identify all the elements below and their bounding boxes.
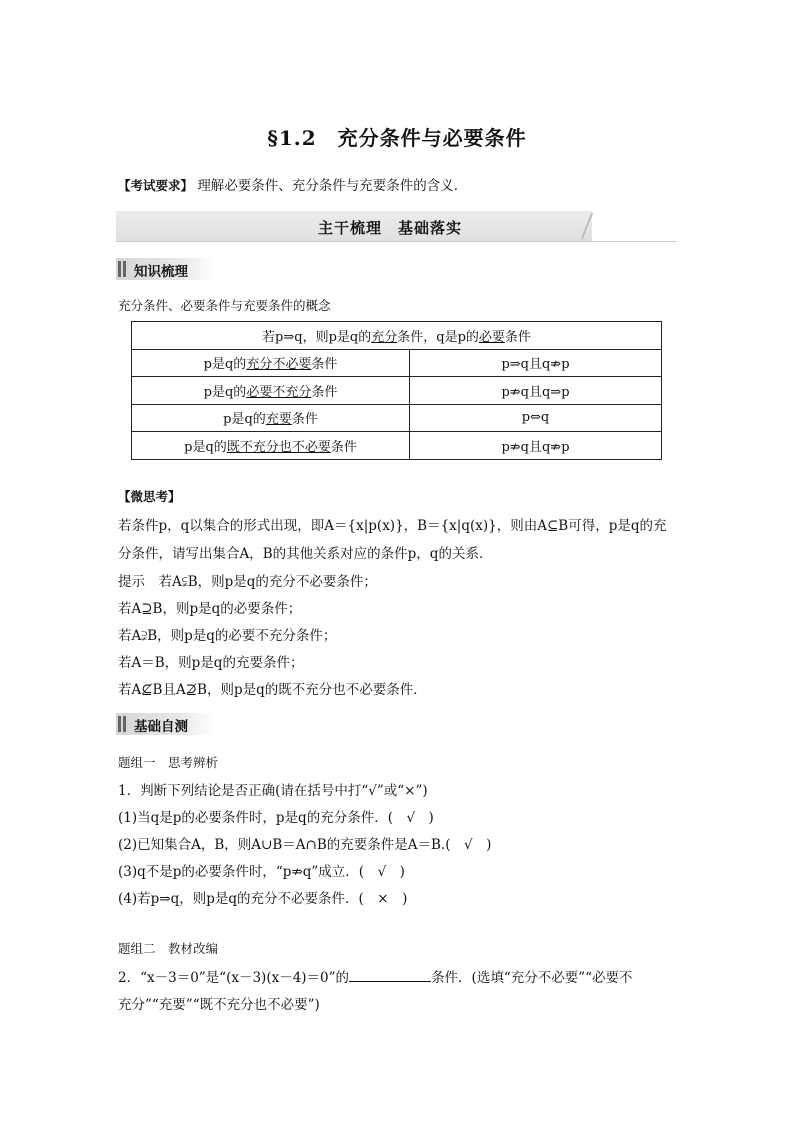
section-banner: [116, 211, 676, 242]
section-tag-label: 基础自测: [134, 719, 188, 735]
banner-right-cut: [592, 211, 676, 241]
question-2: 2．“x－3＝0”是“(x－3)(x－4)＝0”的 条件．(选填“充分不必要”“必要不: [118, 970, 633, 986]
table-cell-condition: p是q的充要条件: [132, 404, 410, 432]
table-cell-relation: p⇏q且q⇒p: [410, 377, 662, 405]
section-tag-label: 知识梳理: [134, 264, 188, 280]
hint-line: 若A＝B，则p是q的充要条件；: [118, 655, 304, 671]
table-header-cell: 若p⇒q，则p是q的充分条件，q是p的必要条件: [132, 322, 662, 350]
exam-requirement-label: 【考试要求】: [118, 178, 194, 193]
tag-bar-icon: [118, 716, 121, 732]
table-cell-relation: p⇔q: [410, 404, 662, 432]
table-row: [132, 377, 662, 405]
question-1-item: (1)当q是p的必要条件时，p是q的充分条件．( √ ): [118, 810, 434, 826]
table-header-row: [132, 322, 662, 350]
question-1-item: (2)已知集合A，B，则A∪B＝A∩B的充要条件是A＝B.( √ ): [118, 837, 492, 853]
table-cell-relation: p⇏q且q⇏p: [410, 432, 662, 460]
page-title: §1.2 充分条件与必要条件: [267, 126, 527, 150]
micro-question-line2: 分条件，请写出集合A，B的其他关系对应的条件p，q的关系．: [118, 546, 493, 562]
table-row: [132, 349, 662, 377]
exam-requirement: [118, 174, 467, 194]
table-row: [132, 404, 662, 432]
condition-table: [131, 321, 662, 460]
concept-title: 充分条件、必要条件与充要条件的概念: [118, 298, 331, 313]
question-1-item: (3)q不是p的必要条件时，“p⇏q”成立．( √ ): [118, 864, 405, 880]
question-1: 1．判断下列结论是否正确(请在括号中打“√”或“×”): [118, 783, 428, 799]
table-cell-condition: p是q的必要不充分条件: [132, 377, 410, 405]
question-group-1: 题组一 思考辨析: [118, 755, 219, 770]
hint-line: 若A⫌B，则p是q的必要不充分条件；: [118, 628, 337, 644]
hint-line: 若A⊇B，则p是q的必要条件；: [118, 601, 302, 617]
tag-bar-icon: [123, 261, 126, 277]
tag-bar-icon: [118, 261, 121, 277]
hint-line: 提示 若A⫋B，则p是q的充分不必要条件；: [118, 574, 377, 590]
section-tag-knowledge: [116, 258, 212, 280]
banner-title: 主干梳理 基础落实: [318, 219, 463, 237]
table-cell-relation: p⇒q且q⇏p: [410, 349, 662, 377]
exam-requirement-text: 理解必要条件、充分条件与充要条件的含义．: [197, 178, 468, 194]
question-1-item: (4)若p⇒q，则p是q的充分不必要条件．( × ): [118, 891, 408, 907]
micro-think-title: 【微思考】: [118, 489, 181, 504]
table-cell-condition: p是q的充分不必要条件: [132, 349, 410, 377]
table-cell-condition: p是q的既不充分也不必要条件: [132, 432, 410, 460]
question-2-line2: 充分”“充要”“既不充分也不必要”): [118, 997, 320, 1013]
tag-bar-icon: [123, 716, 126, 732]
micro-question-line1: 若条件p，q以集合的形式出现，即A＝{x|p(x)}，B＝{x|q(x)}，则由A⊆B可得，p是q的充: [118, 518, 667, 534]
hint-line: 若A⊈B且A⊉B，则p是q的既不充分也不必要条件．: [118, 682, 427, 698]
table-row: [132, 432, 662, 460]
section-tag-self-test: [116, 713, 212, 735]
question-group-2: 题组二 教材改编: [118, 941, 219, 956]
answer-blank[interactable]: [349, 969, 431, 982]
